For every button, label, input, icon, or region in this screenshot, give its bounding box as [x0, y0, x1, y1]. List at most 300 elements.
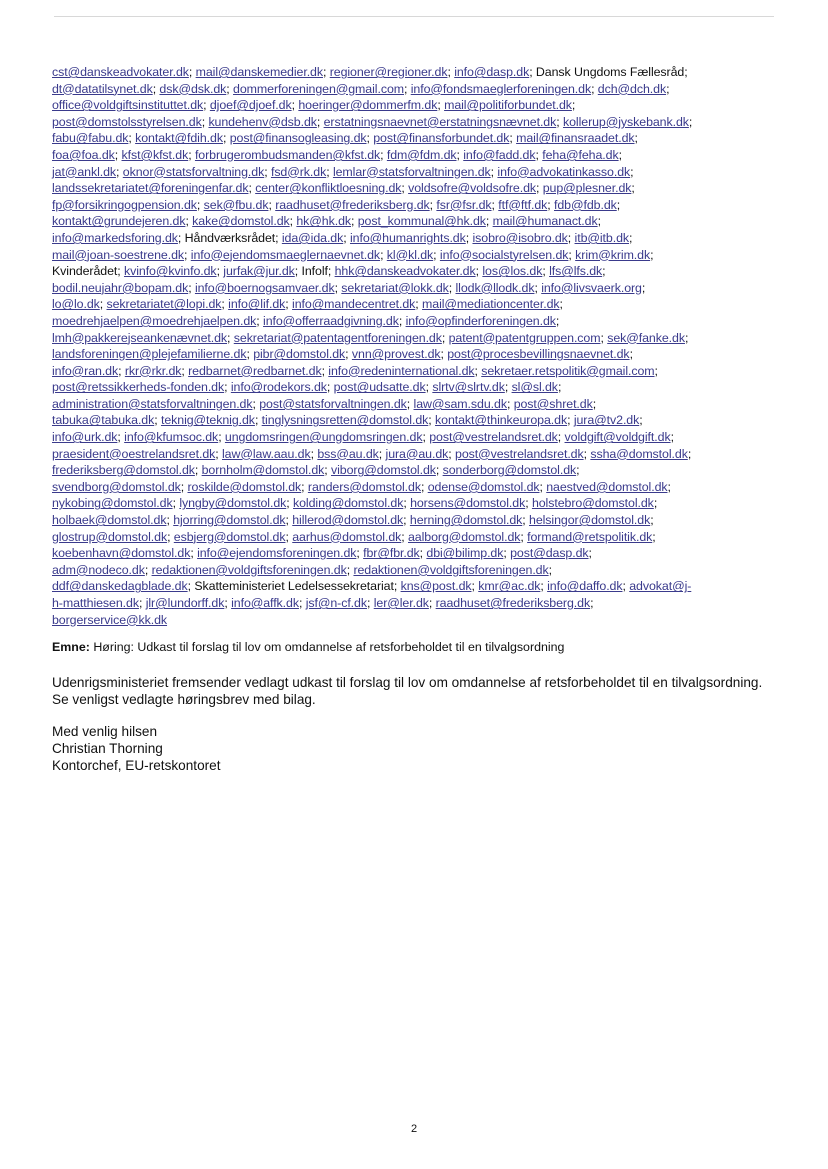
recipient-separator-text: ; — [351, 214, 358, 229]
recipient-line — [52, 147, 776, 164]
email-link[interactable]: info@markedsforing.dk — [52, 230, 178, 245]
email-link[interactable]: post@statsforvaltningen.dk — [259, 396, 407, 411]
email-link[interactable]: info@socialstyrelsen.dk — [439, 247, 569, 262]
email-link[interactable]: center@konfliktloesning.dk — [255, 181, 402, 196]
email-link[interactable]: tinglysningsretten@domstol.dk — [261, 413, 429, 428]
email-link[interactable]: law@law.aau.dk — [221, 446, 311, 461]
email-link[interactable]: lemlar@statsforvaltningen.dk — [332, 164, 491, 179]
email-link[interactable]: office@voldgiftsinstituttet.dk — [52, 98, 204, 113]
recipient-separator-text: ; — [591, 81, 598, 96]
email-link[interactable]: ida@ida.dk — [281, 230, 344, 245]
recipient-separator-text: ; — [590, 596, 594, 610]
recipient-separator-text: ; — [264, 164, 271, 179]
email-link[interactable]: post@udsatte.dk — [333, 380, 426, 395]
email-link[interactable]: voldsofre@voldsofre.dk — [408, 181, 537, 196]
recipient-separator-text: ; — [525, 496, 532, 511]
recipient-line — [52, 429, 776, 446]
email-link[interactable]: raadhuset@frederiksberg.dk — [435, 596, 591, 610]
recipient-separator-text: ; — [556, 114, 563, 129]
email-link[interactable]: hoeringer@dommerfm.dk — [298, 98, 438, 113]
recipient-separator-text: ; — [324, 463, 331, 478]
email-link[interactable]: pup@plesner.dk — [542, 181, 632, 196]
recipient-line — [52, 164, 776, 181]
recipient-separator-text: ; — [509, 131, 517, 146]
email-link[interactable]: mail@danskemedier.dk — [195, 65, 323, 79]
email-link[interactable]: kontakt@grundejeren.dk — [52, 214, 186, 229]
recipient-separator-text: ; — [343, 230, 350, 245]
email-link[interactable]: post@domstolsstyrelsen.dk — [52, 114, 202, 129]
recipient-separator-text: ; — [326, 380, 334, 395]
recipient-separator-text: ; — [419, 546, 427, 561]
email-link[interactable]: fabu@fabu.dk — [52, 131, 129, 146]
letter-body — [52, 674, 776, 774]
subject-text: Høring: Udkast til forslag til lov om omdannelse af retsforbeholdet til en tilvalgsordning — [89, 640, 565, 654]
email-link[interactable]: odense@domstol.dk — [427, 479, 540, 494]
recipient-line — [52, 479, 776, 496]
email-link[interactable]: administration@statsforvaltningen.dk — [52, 396, 253, 411]
recipient-separator-text: ; — [398, 313, 406, 328]
email-link[interactable]: ungdomsringen@ungdomsringen.dk — [224, 430, 423, 445]
recipient-separator-text: ; — [138, 596, 146, 610]
recipient-line — [52, 446, 776, 463]
email-link[interactable]: bodil.neujahr@bopam.dk — [52, 280, 189, 295]
email-link[interactable]: kake@domstol.dk — [192, 214, 290, 229]
recipient-separator-text: ; — [622, 579, 630, 594]
email-link[interactable]: sekretaer.retspolitik@gmail.com — [481, 363, 655, 378]
recipient-separator-text: ; — [201, 114, 209, 129]
email-link[interactable]: mail@politiforbundet.dk — [444, 98, 572, 113]
recipient-separator-text: ; — [440, 347, 448, 362]
recipient-separator-text: ; — [653, 496, 658, 511]
recipient-separator-text: ; — [322, 65, 330, 79]
email-link[interactable]: info@ejendomsforeningen.dk — [197, 546, 357, 561]
email-link[interactable]: jura@tv2.dk — [573, 413, 640, 428]
recipient-separator-text: ; — [356, 546, 364, 561]
email-link[interactable]: koebenhavn@domstol.dk — [52, 546, 191, 561]
email-link[interactable]: post_kommunal@hk.dk — [357, 214, 486, 229]
recipient-separator-text: ; — [194, 463, 202, 478]
email-link[interactable]: itb@itb.dk — [574, 230, 630, 245]
email-link[interactable]: jurfak@jur.dk — [223, 264, 295, 279]
recipient-separator-text: ; — [321, 363, 329, 378]
email-link[interactable]: landssekretariatet@foreningenfar.dk — [52, 181, 249, 196]
sender-name: Christian Thorning — [52, 741, 163, 756]
recipient-separator-text: ; — [474, 363, 482, 378]
email-link[interactable]: borgerservice@kk.dk — [52, 612, 168, 627]
email-link[interactable]: viborg@domstol.dk — [331, 463, 436, 478]
email-link[interactable]: dommerforeningen@gmail.com — [233, 81, 404, 96]
email-link[interactable]: esbjerg@domstol.dk — [173, 529, 286, 544]
recipient-line — [52, 130, 776, 147]
email-link[interactable]: frederiksberg@domstol.dk — [52, 463, 195, 478]
recipient-separator-text: ; — [597, 214, 601, 229]
recipient-separator-text: ; — [428, 413, 436, 428]
email-link[interactable]: fbr@fbr.dk — [363, 546, 420, 561]
email-link[interactable]: kfst@kfst.dk — [121, 147, 189, 162]
email-link[interactable]: erstatningsnaevnet@erstatningsnævnet.dk — [323, 114, 557, 129]
email-link[interactable]: glostrup@domstol.dk — [52, 529, 168, 544]
email-link[interactable]: aarhus@domstol.dk — [292, 529, 402, 544]
recipient-separator-text: ; — [687, 446, 692, 461]
email-link[interactable]: roskilde@domstol.dk — [187, 479, 302, 494]
recipient-separator-text: ; — [403, 513, 410, 528]
recipient-line — [52, 545, 776, 562]
email-link[interactable]: voldgift@voldgift.dk — [564, 430, 671, 445]
recipient-separator-text: ; — [634, 131, 638, 146]
email-link[interactable]: hhk@danskeadvokater.dk — [334, 264, 476, 279]
subject-label: Emne: — [52, 640, 90, 654]
email-link[interactable]: jlr@lundorff.dk — [145, 596, 225, 610]
recipient-separator-text: ; — [534, 280, 542, 295]
recipient-separator-text: ; — [654, 363, 658, 378]
email-link[interactable]: vnn@provest.dk — [351, 347, 441, 362]
email-link[interactable]: helsingor@domstol.dk — [529, 513, 651, 528]
email-link[interactable]: dbi@bilimp.dk — [426, 546, 504, 561]
recipient-line — [52, 81, 776, 98]
recipient-line — [52, 529, 776, 546]
email-link[interactable]: info@fondsmaeglerforeningen.dk — [410, 81, 592, 96]
email-link[interactable]: info@livsvaerk.org — [541, 280, 642, 295]
email-link[interactable]: foa@foa.dk — [52, 147, 115, 162]
email-link[interactable]: kolding@domstol.dk — [293, 496, 404, 511]
recipient-separator-text: ; — [429, 197, 437, 212]
email-link[interactable]: kvinfo@kvinfo.dk — [123, 264, 217, 279]
recipient-separator-text: ; — [490, 164, 498, 179]
recipient-separator-text: ; — [298, 596, 306, 610]
recipient-line — [52, 595, 776, 612]
email-link[interactable]: post@finansforbundet.dk — [373, 131, 510, 146]
email-link[interactable]: fdm@fdm.dk — [386, 147, 457, 162]
recipient-separator-text: ; — [670, 430, 674, 445]
email-link[interactable]: ssha@domstol.dk — [590, 446, 688, 461]
recipient-separator-text: ; — [215, 446, 222, 461]
recipient-separator-text: ; — [652, 529, 656, 544]
recipient-separator-text: ; — [437, 98, 445, 113]
email-link[interactable]: ftf@ftf.dk — [498, 197, 548, 212]
email-link[interactable]: fsr@fsr.dk — [436, 197, 492, 212]
email-link[interactable]: redaktionen@voldgiftsforeningen.dk — [151, 562, 347, 577]
recipient-separator-text: ; — [503, 546, 511, 561]
page-number: 2 — [410, 1123, 418, 1135]
email-link[interactable]: tabuka@tabuka.dk — [52, 413, 155, 428]
email-link[interactable]: bornholm@domstol.dk — [201, 463, 325, 478]
email-link[interactable]: ddf@danskedagblade.dk — [52, 579, 188, 594]
email-link[interactable]: sonderborg@domstol.dk — [442, 463, 577, 478]
recipient-separator-text: ; — [380, 147, 387, 162]
recipient-separator-text: ; — [268, 197, 276, 212]
recipient-separator-text: ; — [289, 214, 297, 229]
email-link[interactable]: dt@datatilsynet.dk — [52, 81, 153, 96]
recipient-separator-text: ; Infolf; — [294, 264, 335, 279]
recipient-separator-text: ; — [485, 214, 493, 229]
recipient-separator-text: ; — [465, 230, 473, 245]
recipient-separator-text: ; — [181, 363, 189, 378]
email-link[interactable]: info@lif.dk — [228, 297, 286, 312]
recipient-separator-text: ; Dansk Ungdoms Fællesråd; — [529, 65, 688, 79]
email-link[interactable]: hjorring@domstol.dk — [173, 513, 286, 528]
recipient-separator-text: ; — [471, 579, 479, 594]
email-link[interactable]: kollerup@jyskebank.dk — [562, 114, 689, 129]
email-link[interactable]: jura@au.dk — [385, 446, 449, 461]
recipient-separator-text: ; — [475, 264, 483, 279]
email-link[interactable]: info@urk.dk — [52, 430, 118, 445]
recipient-separator-text: ; — [616, 197, 621, 212]
email-link[interactable]: herning@domstol.dk — [409, 513, 523, 528]
recipient-separator-text: ; — [366, 131, 374, 146]
email-link[interactable]: info@ejendomsmaeglernaevnet.dk — [190, 247, 381, 262]
recipient-separator-text: ; — [567, 413, 574, 428]
email-link[interactable]: kmr@ac.dk — [478, 579, 541, 594]
recipient-separator-text: ; — [415, 297, 423, 312]
email-link[interactable]: info@redeninternational.dk — [328, 363, 475, 378]
recipient-separator-text: ; — [588, 546, 592, 561]
recipient-separator-text: ; — [254, 413, 262, 428]
signature-block — [52, 723, 776, 774]
recipient-separator-text: ; — [650, 247, 654, 262]
recipient-separator-text: ; — [684, 330, 689, 345]
recipient-line — [52, 379, 776, 396]
recipient-separator-text: ; — [190, 546, 198, 561]
recipient-separator-text: ; — [630, 164, 634, 179]
email-link[interactable]: post@vestrelandsret.dk — [429, 430, 558, 445]
recipient-separator-text: ; — [559, 297, 563, 312]
email-link[interactable]: svendborg@domstol.dk — [52, 479, 181, 494]
recipient-separator-text: ; — [404, 81, 411, 96]
recipient-separator-text: ; — [114, 147, 122, 162]
recipient-separator-text: ; — [366, 596, 374, 610]
email-link[interactable]: info@offerraadgivning.dk — [263, 313, 399, 328]
recipient-separator-text: ; — [188, 65, 196, 79]
recipient-separator-text: ; — [285, 513, 293, 528]
email-link[interactable]: jsf@n-cf.dk — [305, 596, 367, 610]
email-link[interactable]: info@kfumsoc.dk — [124, 430, 219, 445]
email-link[interactable]: post@dasp.dk — [510, 546, 589, 561]
recipient-line — [52, 296, 776, 313]
email-link[interactable]: hillerod@domstol.dk — [292, 513, 404, 528]
recipient-separator-text: ; — [406, 396, 414, 411]
email-link[interactable]: krim@krim.dk — [575, 247, 651, 262]
email-link[interactable]: h-matthiesen.dk — [52, 596, 139, 610]
recipient-separator-text: ; — [316, 114, 324, 129]
email-link[interactable]: lmh@pakkerejseankenævnet.dk — [52, 330, 228, 345]
recipient-separator-text: ; — [188, 280, 195, 295]
email-link[interactable]: info@advokatinkasso.dk — [497, 164, 631, 179]
recipient-separator-text: ; — [166, 513, 174, 528]
email-link[interactable]: law@sam.sdu.dk — [413, 396, 507, 411]
recipient-separator-text: ; — [576, 463, 580, 478]
recipient-separator-text: ; — [592, 396, 597, 411]
recipient-separator-text: ; — [557, 380, 562, 395]
email-link[interactable]: kontakt@fdih.dk — [135, 131, 223, 146]
email-link[interactable]: info@affk.dk — [231, 596, 299, 610]
email-link[interactable]: cst@danskeadvokater.dk — [52, 65, 189, 79]
email-link[interactable]: advokat@j- — [629, 579, 692, 594]
email-link[interactable]: hk@hk.dk — [296, 214, 352, 229]
recipient-separator-text: ; — [378, 446, 386, 461]
recipient-separator-text: ; — [246, 347, 254, 362]
recipient-separator-text: ; — [504, 380, 512, 395]
recipient-separator-text: ; — [218, 430, 225, 445]
email-link[interactable]: teknig@teknig.dk — [160, 413, 255, 428]
email-link[interactable]: adm@nodeco.dk — [52, 562, 145, 577]
email-link[interactable]: regioner@regioner.dk — [329, 65, 448, 79]
email-link[interactable]: info@humanrights.dk — [349, 230, 466, 245]
email-link[interactable]: kns@post.dk — [400, 579, 472, 594]
recipient-separator-text: ; — [118, 363, 125, 378]
recipient-separator-text: ; — [435, 463, 443, 478]
recipient-separator-text: ; — [222, 131, 230, 146]
recipient-line — [52, 114, 776, 131]
email-link[interactable]: dch@dch.dk — [597, 81, 667, 96]
recipient-separator-text: ; — [639, 413, 643, 428]
recipient-separator-text: ; Håndværksrådet; — [177, 230, 282, 245]
recipient-separator-text: ; — [425, 380, 433, 395]
recipient-separator-text: Kvinderådet; — [52, 264, 124, 279]
recipient-separator-text: ; — [180, 479, 188, 494]
recipient-list — [52, 64, 776, 628]
email-link[interactable]: aalborg@domstol.dk — [408, 529, 521, 544]
email-link[interactable]: nykobing@domstol.dk — [52, 496, 173, 511]
email-link[interactable]: jat@ankl.dk — [52, 164, 117, 179]
recipient-separator-text: ; — [602, 264, 606, 279]
recipient-separator-text: ; — [522, 513, 530, 528]
email-link[interactable]: info@opfinderforeningen.dk — [405, 313, 556, 328]
email-link[interactable]: info@mandecentret.dk — [292, 297, 416, 312]
closing-line: Med venlig hilsen — [52, 724, 158, 739]
email-link[interactable]: formand@retspolitik.dk — [527, 529, 653, 544]
email-link[interactable]: sekretariatet@lopi.dk — [106, 297, 222, 312]
email-link[interactable]: info@daffo.dk — [547, 579, 623, 594]
email-link[interactable]: post@retssikkerheds-fonden.dk — [52, 380, 225, 395]
email-link[interactable]: sekretariat@lokk.dk — [341, 280, 449, 295]
recipient-separator-text: ; — [547, 197, 554, 212]
recipient-separator-text: ; — [227, 330, 234, 345]
recipient-line — [52, 64, 776, 81]
recipient-separator-text: ; — [310, 446, 318, 461]
email-link[interactable]: feha@feha.dk — [542, 147, 619, 162]
recipient-separator-text: ; — [422, 430, 430, 445]
email-link[interactable]: slrtv@slrtv.dk — [432, 380, 505, 395]
email-link[interactable]: los@los.dk — [482, 264, 543, 279]
email-link[interactable]: sek@fbu.dk — [203, 197, 269, 212]
email-link[interactable]: naestved@domstol.dk — [546, 479, 668, 494]
recipient-separator-text: ; — [433, 247, 440, 262]
email-link[interactable]: forbrugerombudsmanden@kfst.dk — [194, 147, 381, 162]
recipient-separator-text: ; — [256, 313, 264, 328]
recipient-separator-text: ; — [116, 164, 123, 179]
recipient-separator-text: ; — [252, 396, 260, 411]
email-link[interactable]: post@vestrelandsret.dk — [455, 446, 584, 461]
email-link[interactable]: patent@patentgruppen.com — [448, 330, 601, 345]
email-link[interactable]: dsk@dsk.dk — [159, 81, 227, 96]
email-link[interactable]: bss@au.dk — [317, 446, 379, 461]
email-link[interactable]: mail@humanact.dk — [492, 214, 598, 229]
recipient-line — [52, 612, 776, 629]
email-link[interactable]: sek@fanke.dk — [607, 330, 685, 345]
email-link[interactable]: isobro@isobro.dk — [472, 230, 568, 245]
recipient-separator-text: ; — [491, 197, 499, 212]
email-link[interactable]: llodk@llodk.dk — [455, 280, 535, 295]
email-link[interactable]: oknor@statsforvaltning.dk — [122, 164, 265, 179]
email-link[interactable]: mail@finansraadet.dk — [516, 131, 635, 146]
email-link[interactable]: info@dasp.dk — [454, 65, 530, 79]
email-link[interactable]: redaktionen@voldgiftsforeningen.dk — [353, 562, 549, 577]
email-link[interactable]: landsforeningen@plejefamilierne.dk — [52, 347, 247, 362]
email-link[interactable]: kontakt@thinkeuropa.dk — [435, 413, 568, 428]
recipient-separator-text: ; — [401, 181, 409, 196]
recipient-line — [52, 263, 776, 280]
email-link[interactable]: info@fadd.dk — [463, 147, 536, 162]
email-link[interactable]: randers@domstol.dk — [307, 479, 421, 494]
email-link[interactable]: sl@sl.dk — [511, 380, 558, 395]
recipient-line — [52, 330, 776, 347]
email-link[interactable]: moedrehjaelpen@moedrehjaelpen.dk — [52, 313, 257, 328]
email-link[interactable]: mail@mediationcenter.dk — [422, 297, 560, 312]
email-link[interactable]: sekretariat@patentagentforeningen.dk — [233, 330, 442, 345]
email-link[interactable]: holstebro@domstol.dk — [531, 496, 654, 511]
recipient-separator-text: ; — [548, 562, 552, 577]
email-link[interactable]: fp@forsikringogpension.dk — [52, 197, 197, 212]
email-link[interactable]: info@boernogsamvaer.dk — [194, 280, 335, 295]
email-link[interactable]: kl@kl.dk — [386, 247, 434, 262]
email-link[interactable]: mail@joan-soestrene.dk — [52, 247, 185, 262]
recipient-line — [52, 230, 776, 247]
email-link[interactable]: ler@ler.dk — [373, 596, 429, 610]
recipient-separator-text: ; — [557, 430, 565, 445]
recipient-separator-text: ; — [380, 247, 387, 262]
email-link[interactable]: kundehenv@dsb.dk — [208, 114, 317, 129]
email-link[interactable]: praesident@oestrelandsret.dk — [52, 446, 216, 461]
recipient-separator-text: ; — [539, 479, 547, 494]
email-link[interactable]: post@shret.dk — [513, 396, 593, 411]
email-link[interactable]: raadhuset@frederiksberg.dk — [275, 197, 430, 212]
recipient-separator-text: ; — [167, 529, 174, 544]
recipient-separator-text: ; — [203, 98, 210, 113]
recipient-line — [52, 562, 776, 579]
recipient-separator-text: ; — [688, 114, 693, 129]
email-link[interactable]: info@rodekors.dk — [230, 380, 327, 395]
recipient-line — [52, 412, 776, 429]
email-link[interactable]: post@finansogleasing.dk — [229, 131, 367, 146]
email-link[interactable]: lyngby@domstol.dk — [179, 496, 287, 511]
recipient-separator-text: ; — [629, 347, 633, 362]
recipient-separator-text: ; — [224, 596, 232, 610]
email-link[interactable]: djoef@djoef.dk — [209, 98, 292, 113]
recipient-separator-text: ; — [403, 496, 411, 511]
email-link[interactable]: redbarnet@redbarnet.dk — [188, 363, 322, 378]
email-link[interactable]: fsd@rk.dk — [270, 164, 327, 179]
email-link[interactable]: pibr@domstol.dk — [253, 347, 346, 362]
recipient-separator-text: ; — [154, 413, 161, 428]
email-link[interactable]: holbaek@domstol.dk — [52, 513, 167, 528]
email-link[interactable]: info@ran.dk — [52, 363, 119, 378]
email-link[interactable]: post@procesbevillingsnaevnet.dk — [447, 347, 630, 362]
recipient-separator-text: ; — [641, 280, 646, 295]
email-link[interactable]: fdb@fdb.dk — [553, 197, 617, 212]
recipient-separator-text: ; — [456, 147, 464, 162]
recipient-separator-text: ; — [334, 280, 342, 295]
recipient-separator-text: ; — [185, 214, 193, 229]
email-link[interactable]: lfs@lfs.dk — [549, 264, 603, 279]
email-link[interactable]: horsens@domstol.dk — [410, 496, 526, 511]
email-link[interactable]: rkr@rkr.dk — [124, 363, 182, 378]
email-link[interactable]: lo@lo.dk — [52, 297, 100, 312]
recipient-separator-text: ; — [448, 280, 456, 295]
recipient-separator-text: ; — [144, 562, 152, 577]
recipient-separator-text: ; — [600, 330, 608, 345]
recipient-separator-text: ; — [196, 197, 204, 212]
recipient-separator-text: ; — [301, 479, 308, 494]
